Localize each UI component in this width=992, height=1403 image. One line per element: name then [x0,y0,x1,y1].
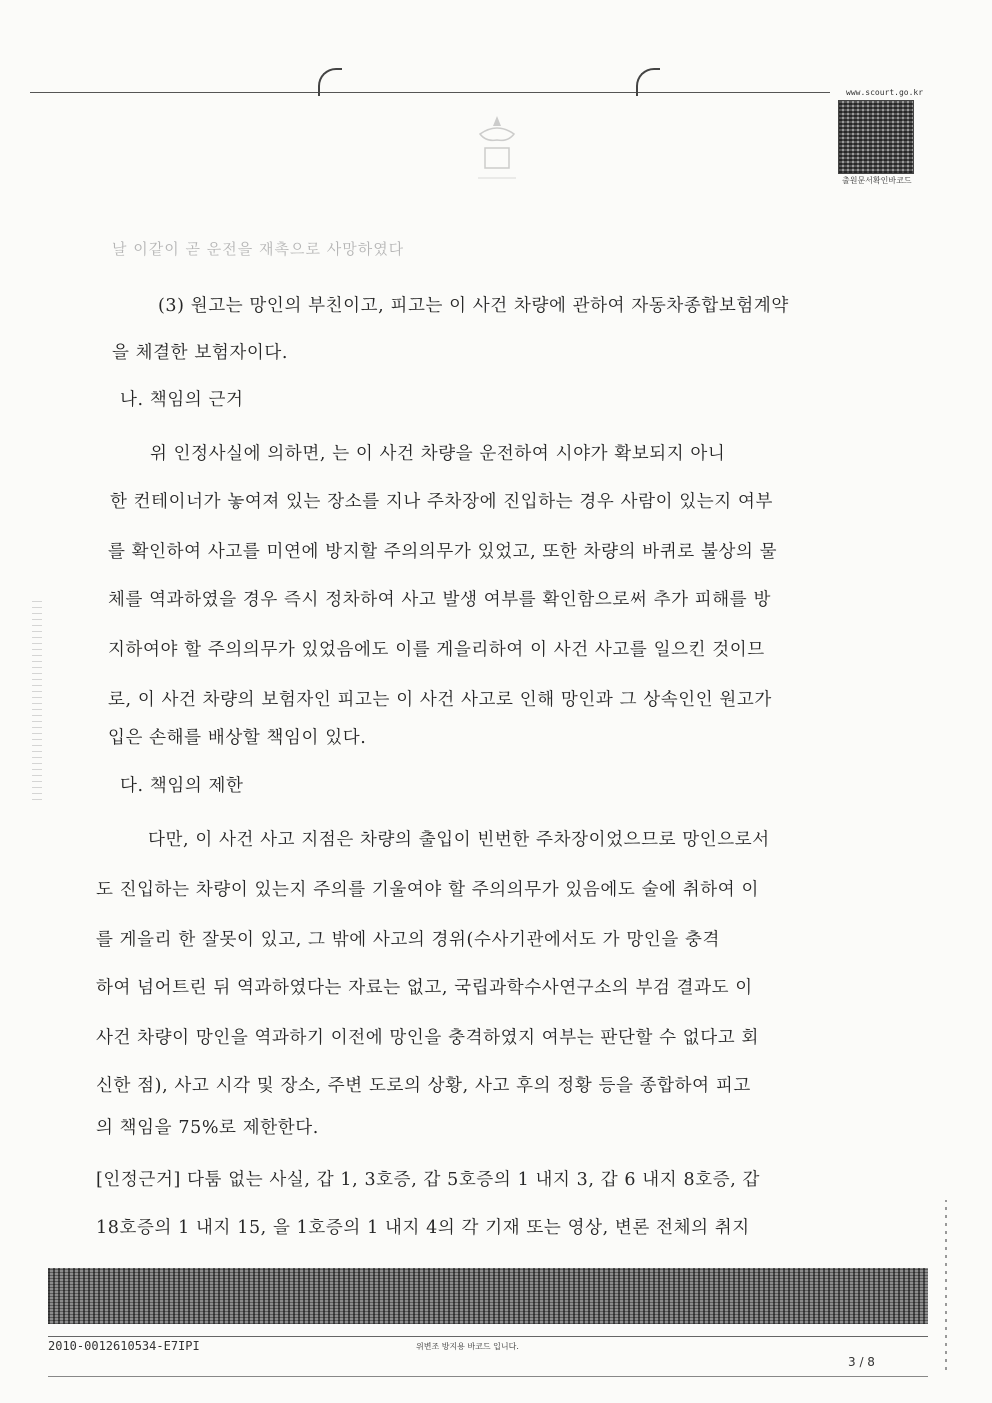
text-line: [인정근거] 다툼 없는 사실, 갑 1, 3호증, 갑 5호증의 1 내지 3, 갑 6 내지 8호증, 갑 [96,1170,761,1190]
text-line: 를 게을리 한 잘못이 있고, 그 밖에 사고의 경위(수사기관에서도 가 망인을 충격 [96,930,721,950]
text-line: 을 체결한 보험자이다. [112,343,289,363]
text-line: 입은 손해를 배상할 책임이 있다. [108,728,367,748]
text-line: 체를 역과하였을 경우 즉시 정차하여 사고 발생 여부를 확인함으로써 추가 피해를 방 [108,590,771,610]
document-code: 2010-0012610534-E7IPI [48,1339,200,1353]
text-line: 신한 점), 사고 시각 및 장소, 주변 도로의 상황, 사고 후의 정황 등을 종합하여 피고 [96,1076,751,1096]
bottom-rule [48,1376,928,1377]
text-line: 위 인정사실에 의하면, 는 이 사건 차량을 운전하여 시야가 확보되지 아니 [150,444,726,464]
text-line: 한 컨테이너가 놓여져 있는 장소를 지나 주차장에 진입하는 경우 사람이 있는지 여부 [110,492,773,512]
section-heading: 나. 책임의 근거 [120,390,244,410]
text-line: 로, 이 사건 차량의 보험자인 피고는 이 사건 사고로 인해 망인과 그 상속인인 원고가 [108,690,772,710]
verification-barcode-icon [838,100,914,174]
binding-hook-left [318,68,342,96]
court-seal-icon [468,112,526,184]
text-line: 지하여야 할 주의의무가 있었음에도 이를 게을리하여 이 사건 사고를 일으킨 것이므 [108,640,765,660]
top-rule [30,92,830,93]
qr-caption: 출원문서확인바코드 [842,176,912,185]
page-number: 3 / 8 [848,1355,875,1369]
anti-forgery-barcode-icon [48,1268,928,1324]
binding-hook-right [636,68,660,96]
section-heading: 다. 책임의 제한 [120,776,244,796]
text-line: 사건 차량이 망인을 역과하기 이전에 망인을 충격하였지 여부는 판단할 수 없다고 회 [96,1028,759,1048]
faded-header-line: 날 이같이 곧 운전을 재촉으로 사망하였다 [112,240,405,258]
footer-rule [48,1336,928,1337]
text-line: 의 책임을 75%로 제한한다. [96,1118,319,1138]
scan-edge [945,1200,947,1370]
text-line: (3) 원고는 망인의 부친이고, 피고는 이 사건 차량에 관하여 자동차종합보험계약 [158,296,789,316]
text-line: 하여 넘어트린 뒤 역과하였다는 자료는 없고, 국립과학수사연구소의 부검 결과도 이 [96,978,753,998]
text-line: 18호증의 1 내지 15, 을 1호증의 1 내지 4의 각 기재 또는 영상, 변론 전체의 취지 [96,1218,750,1238]
barcode-notice: 위변조 방지용 바코드 입니다. [416,1342,519,1351]
text-line: 다만, 이 사건 사고 지점은 차량의 출입이 빈번한 주차장이었으므로 망인으로서 [148,830,770,850]
text-line: 도 진입하는 차량이 있는지 주의를 기울여야 할 주의의무가 있음에도 술에 취하여 이 [96,880,759,900]
text-line: 를 확인하여 사고를 미연에 방지할 주의의무가 있었고, 또한 차량의 바퀴로 불상의 물 [108,542,778,562]
scan-noise [32,600,42,800]
qr-url: www.scourt.go.kr [846,88,924,97]
